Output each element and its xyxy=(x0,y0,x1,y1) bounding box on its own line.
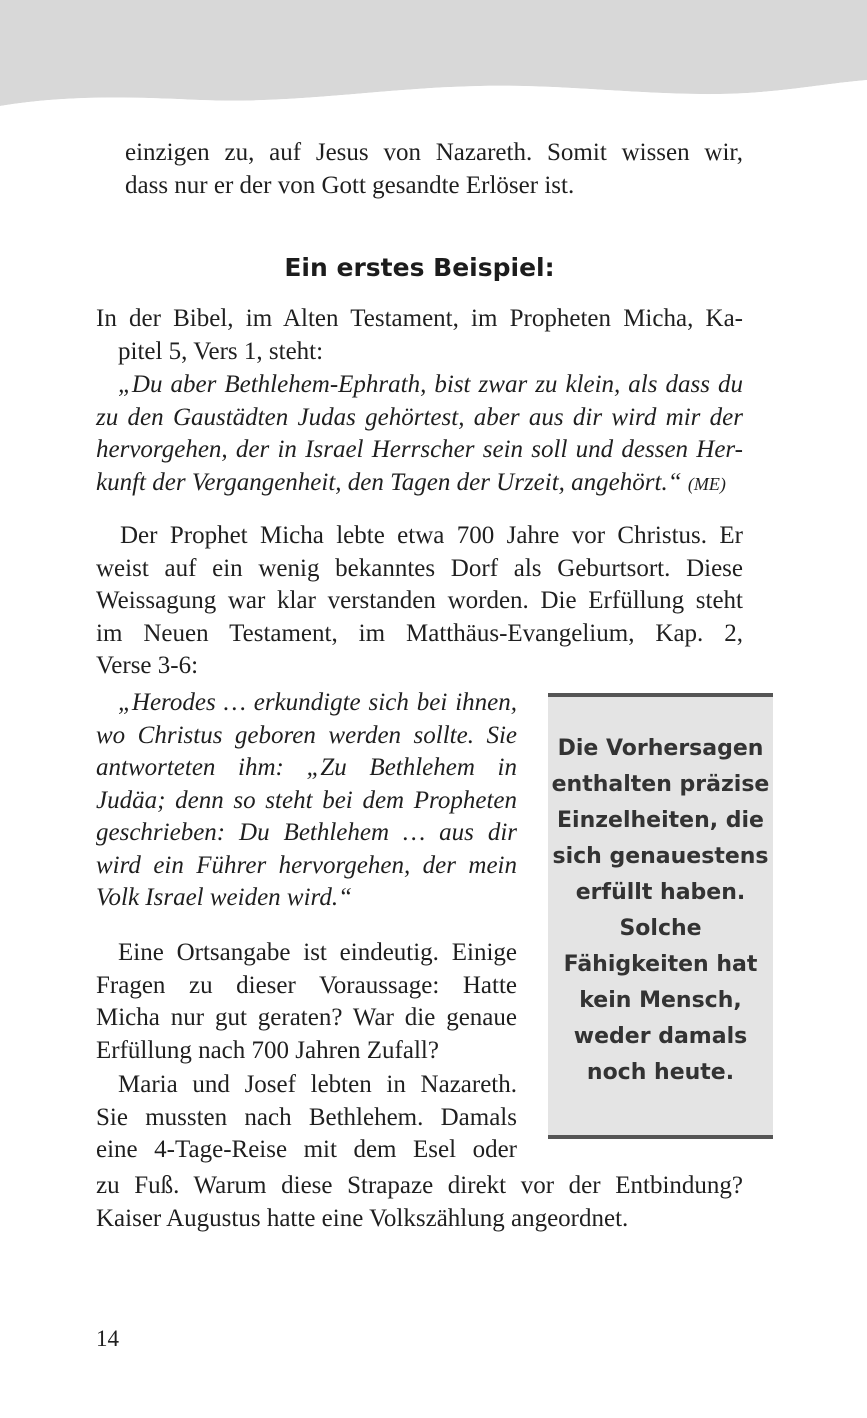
callout-line: Einzelheiten, die xyxy=(557,808,764,833)
callout-line: enthalten präzise xyxy=(551,772,770,797)
quote-last-text: kunft der Vergangenheit, den Tagen der Urzeit, angehört.“ xyxy=(96,468,682,496)
text-line: pitel 5, Vers 1, steht: xyxy=(118,337,324,365)
text-line: Verse 3-6: xyxy=(96,652,199,679)
quote-line: hervorgehen, der in Israel Herrscher sein soll und dessen Her- xyxy=(96,436,743,463)
intro-paragraph xyxy=(125,137,743,202)
quote-line: wird ein Führer hervorgehen, der mein xyxy=(96,851,517,879)
quote-source: (ME) xyxy=(687,473,726,494)
page-header-band xyxy=(0,0,867,140)
callout-text xyxy=(552,731,770,1091)
text-line: Eine Ortsangabe ist eindeutig. Einige xyxy=(118,939,517,966)
text-line: dass nur er der von Gott gesandte Erlöser ist. xyxy=(125,171,575,199)
text-line: einzigen zu, auf Jesus von Nazareth. Somit wissen wir, xyxy=(125,139,743,166)
text-line: Der Prophet Micha lebte etwa 700 Jahre vor Christus. Er xyxy=(120,522,743,549)
page-number: 14 xyxy=(96,1326,119,1351)
prophet-paragraph xyxy=(96,520,743,683)
callout-line: Fähigkeiten hat xyxy=(563,952,758,977)
location-paragraph xyxy=(96,937,517,1067)
text-line: Micha nur gut geraten? War die genaue xyxy=(96,1004,517,1031)
text-line: Maria und Josef lebten in Nazareth. xyxy=(118,1071,517,1098)
callout-line: erfüllt haben. xyxy=(575,880,746,905)
text-line: im Neuen Testament, im Matthäus-Evangelium, Kap. 2, xyxy=(96,619,743,647)
quote-line: wo Christus geboren werden sollte. Sie xyxy=(96,721,517,749)
text-line: Erfüllung nach 700 Jahren Zufall? xyxy=(96,1036,439,1064)
final-paragraph xyxy=(96,1170,743,1235)
section-heading: Ein erstes Beispiel: xyxy=(284,253,555,282)
quote-line: „Herodes … erkundigte sich bei ihnen, xyxy=(118,689,517,716)
callout-line: Die Vorhersagen xyxy=(557,736,764,761)
text-line: weist auf ein wenig bekanntes Dorf als Geburtsort. Diese xyxy=(96,554,743,582)
micha-paragraph xyxy=(96,303,743,368)
micha-quote xyxy=(96,369,743,500)
quote-line: Volk Israel weiden wird.“ xyxy=(96,884,353,911)
text-line: In der Bibel, im Alten Testament, im Propheten Micha, Ka- xyxy=(96,305,743,332)
callout-line: noch heute. xyxy=(586,1060,735,1085)
text-line: Fragen zu dieser Voraussage: Hatte xyxy=(96,971,517,999)
quote-line: geschrieben: Du Bethlehem … aus dir xyxy=(96,819,517,846)
text-line: zu Fuß. Warum diese Strapaze direkt vor der Entbindung? xyxy=(96,1172,743,1199)
quote-line: antworteten ihm: „Zu Bethlehem in xyxy=(96,754,517,781)
maria-paragraph xyxy=(96,1069,517,1167)
callout-line: weder damals xyxy=(573,1024,748,1049)
callout-line: sich genauestens xyxy=(552,844,769,869)
callout-line: kein Mensch, xyxy=(579,988,742,1013)
quote-line: Judäa; denn so steht bei dem Propheten xyxy=(96,786,517,814)
quote-line xyxy=(96,467,743,501)
callout-line: Solche xyxy=(619,916,702,941)
text-line: Kaiser Augustus hatte eine Volkszählung angeordnet. xyxy=(96,1204,629,1232)
text-line: Sie mussten nach Bethlehem. Damals xyxy=(96,1103,517,1131)
text-line: Weissagung war klar verstanden worden. Die Erfüllung steht xyxy=(96,587,743,614)
text-line: eine 4-Tage-Reise mit dem Esel oder xyxy=(96,1136,517,1163)
herodes-quote xyxy=(96,687,517,915)
quote-line: zu den Gaustädten Judas gehörtest, aber aus dir wird mir der xyxy=(96,403,743,431)
quote-line: „Du aber Bethlehem-Ephrath, bist zwar zu klein, als dass du xyxy=(118,371,743,398)
callout-box xyxy=(548,693,773,1139)
